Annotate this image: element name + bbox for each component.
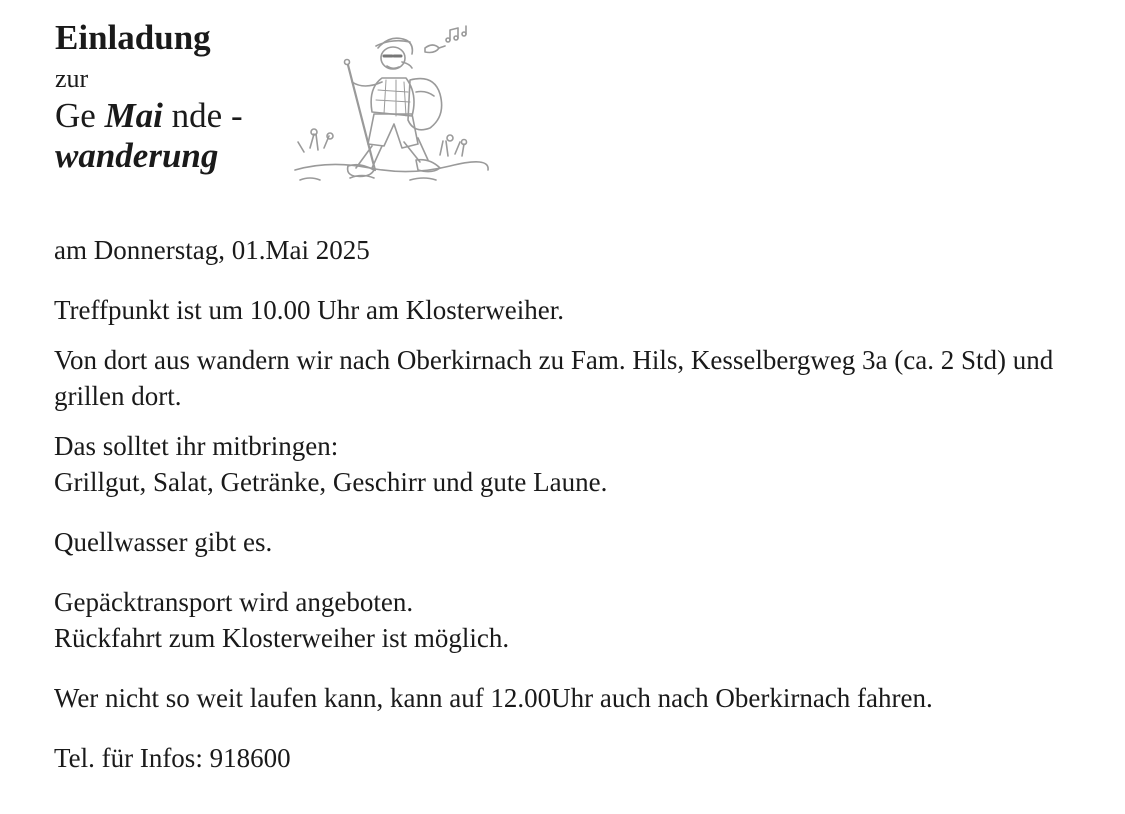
invitation-header [55, 14, 315, 176]
luggage-note: Gepäcktransport wird angeboten. [54, 587, 414, 617]
title-gemainde [55, 96, 315, 136]
water-note: Quellwasser gibt es. [54, 527, 273, 557]
alternative-note: Wer nicht so weit laufen kann, kann auf 12.00Uhr auch nach Oberkirnach fahren. [54, 683, 933, 713]
event-date: am Donnerstag, 01.Mai 2025 [54, 235, 370, 265]
bring-items: Grillgut, Salat, Getränke, Geschirr und gute Laune. [54, 467, 608, 497]
contact-info: Tel. für Infos: 918600 [54, 743, 291, 773]
hiker-icon [290, 20, 490, 190]
title-mai: Mai [104, 96, 163, 135]
title-zur: zur [55, 64, 89, 93]
title-ge: Ge [55, 96, 105, 135]
return-note: Rückfahrt zum Klosterweiher ist möglich. [54, 623, 510, 653]
meeting-point: Treffpunkt ist um 10.00 Uhr am Klosterweiher. [54, 295, 564, 325]
title-wanderung: wanderung [55, 136, 219, 175]
bring-label: Das solltet ihr mitbringen: [54, 431, 339, 461]
title-einladung: Einladung [55, 18, 211, 57]
title-nde: nde - [162, 96, 243, 135]
route-description: Von dort aus wandern wir nach Oberkirnach zu Fam. Hils, Kesselbergweg 3a (ca. 2 Std) und grillen dort. [54, 345, 1054, 411]
invitation-body [54, 232, 1094, 776]
